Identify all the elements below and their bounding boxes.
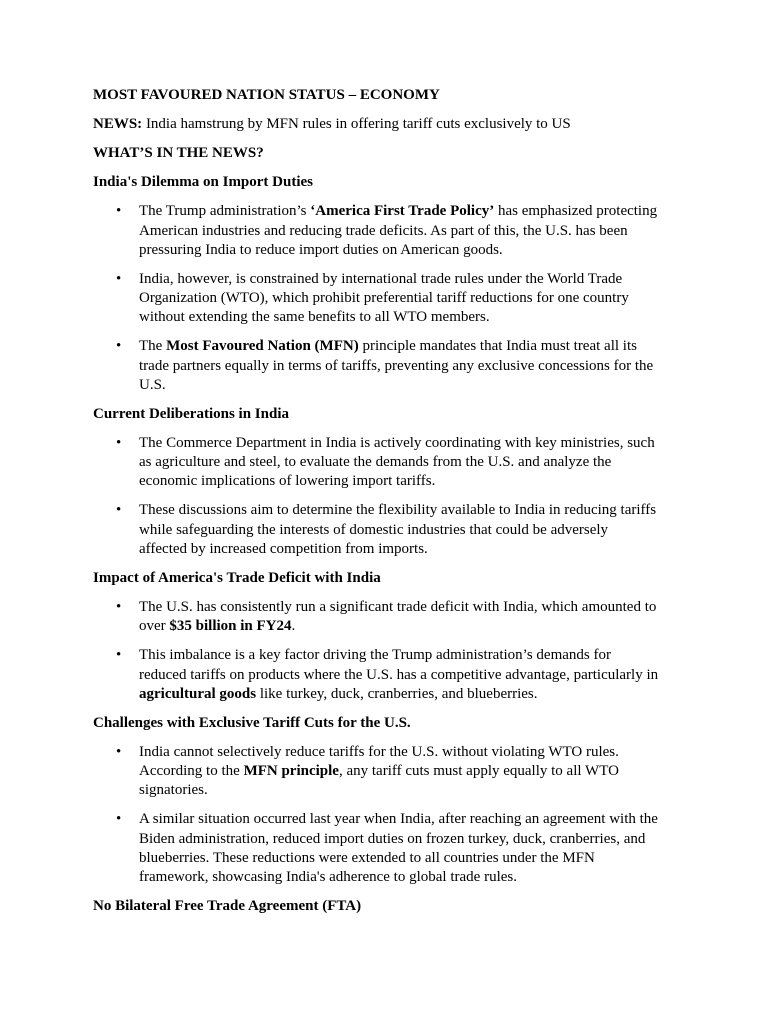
- body-text: has emphasized protecting American industries and reducing trade deficits. As part of this, the U.S. has been pressuring India to reduce import duties on American goods.: [139, 203, 658, 258]
- bold-text: ‘America First Trade Policy’: [310, 203, 495, 220]
- body-text: The U.S. has consistently run a significant trade deficit with India, which amounted to over: [139, 599, 657, 635]
- news-line: [93, 115, 693, 134]
- bullet-item: [139, 270, 693, 328]
- body-text: The: [139, 338, 167, 355]
- bullet-item: [139, 598, 693, 636]
- section-heading: Impact of America's Trade Deficit with India: [93, 569, 381, 586]
- body-text: India cannot selectively reduce tariffs for the U.S. without violating WTO rules. According to the: [139, 743, 619, 780]
- bullet-item: [139, 646, 693, 704]
- bullet-item: [139, 337, 693, 395]
- document-title: MOST FAVOURED NATION STATUS – ECONOMY: [93, 87, 440, 103]
- news-headline: India hamstrung by MFN rules in offering tariff cuts exclusively to US: [145, 116, 571, 133]
- bullet-item: [139, 810, 693, 887]
- bold-text: agricultural goods: [139, 685, 257, 702]
- body-text: The Commerce Department in India is actively coordinating with key ministries, such as agriculture and steel, to evaluate the demands from the U.S. and analyze the economic implications of lowering import tariffs.: [139, 434, 655, 490]
- section-heading: No Bilateral Free Trade Agreement (FTA): [93, 898, 362, 915]
- bold-text: $35 billion in FY24: [169, 618, 292, 635]
- bullet-list: [93, 202, 693, 395]
- section-heading: Challenges with Exclusive Tariff Cuts for the U.S.: [93, 714, 411, 731]
- news-label: NEWS:: [93, 116, 143, 133]
- bold-text: Most Favoured Nation (MFN): [166, 338, 359, 355]
- body-text: The Trump administration’s: [139, 203, 311, 220]
- bullet-item: [139, 434, 693, 492]
- bullet-list: [93, 434, 693, 559]
- document-page: [93, 86, 693, 926]
- document-sections: [93, 173, 693, 916]
- body-text: , any tariff cuts must apply equally to all WTO signatories.: [139, 763, 619, 799]
- body-text: This imbalance is a key factor driving the Trump administration’s demands for reduced tariffs on products where the U.S. has a competitive advantage, particularly in: [139, 647, 659, 683]
- bullet-item: [139, 501, 693, 559]
- bullet-item: [139, 202, 693, 260]
- whats-in-news-heading: WHAT’S IN THE NEWS?: [93, 145, 264, 162]
- bullet-item: [139, 743, 693, 801]
- body-text: .: [291, 618, 296, 635]
- body-text: like turkey, duck, cranberries, and blueberries.: [256, 685, 538, 702]
- body-text: India, however, is constrained by international trade rules under the World Trade Organization (WTO), which prohibit preferential tariff reductions for one country without extending the same benefits to all WTO members.: [139, 270, 629, 326]
- section-heading: Current Deliberations in India: [93, 405, 289, 422]
- bold-text: MFN principle: [243, 763, 339, 780]
- body-text: A similar situation occurred last year when India, after reaching an agreement with the Biden administration, reduced import duties on frozen turkey, duck, cranberries, and blueberries. These reductions were extended to all countries under the MFN framework, showcasing India's adherence to global trade rules.: [139, 811, 658, 886]
- bullet-list: [93, 598, 693, 704]
- bullet-list: [93, 743, 693, 887]
- body-text: These discussions aim to determine the flexibility available to India in reducing tariffs while safeguarding the interests of domestic industries that could be adversely affected by increased competition from imports.: [139, 502, 657, 557]
- body-text: principle mandates that India must treat all its trade partners equally in terms of tariffs, preventing any exclusive concessions for the U.S.: [139, 338, 654, 393]
- section-heading: India's Dilemma on Import Duties: [93, 174, 314, 191]
